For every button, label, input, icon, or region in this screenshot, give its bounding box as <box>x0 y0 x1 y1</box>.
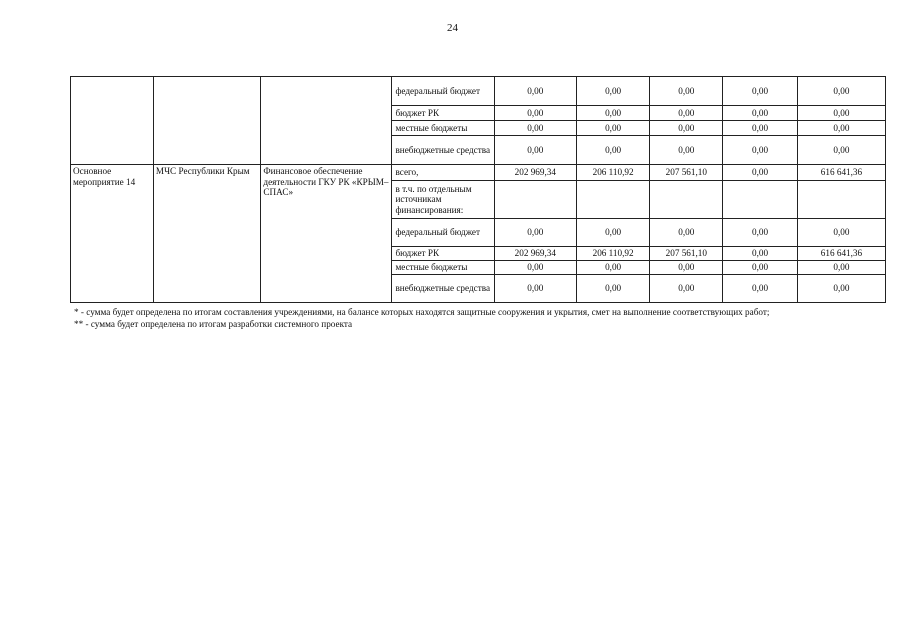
value-cell: 0,00 <box>650 261 723 275</box>
value-cell: 0,00 <box>797 261 885 275</box>
name-cell <box>261 77 392 165</box>
value-cell: 0,00 <box>650 106 723 121</box>
value-cell: 0,00 <box>723 106 798 121</box>
value-cell: 0,00 <box>494 136 576 165</box>
value-cell: 0,00 <box>494 121 576 136</box>
value-cell: 202 969,34 <box>494 247 576 261</box>
value-cell: 0,00 <box>723 136 798 165</box>
value-cell: 0,00 <box>797 275 885 303</box>
value-cell: 206 110,92 <box>576 165 650 181</box>
value-cell: 0,00 <box>576 77 650 106</box>
value-cell: 0,00 <box>723 275 798 303</box>
budget-table <box>70 76 886 303</box>
executor-cell <box>153 77 261 165</box>
value-cell: 0,00 <box>797 136 885 165</box>
value-cell: 0,00 <box>576 136 650 165</box>
value-cell: 207 561,10 <box>650 165 723 181</box>
page-number: 24 <box>447 22 458 34</box>
name-cell: Финансовое обеспечение деятельности ГКУ РК «КРЫМ–СПАС» <box>261 165 392 303</box>
source-cell: бюджет РК <box>392 247 494 261</box>
value-cell: 0,00 <box>576 106 650 121</box>
value-cell: 0,00 <box>723 219 798 247</box>
table-row <box>71 165 886 181</box>
value-cell: 0,00 <box>576 261 650 275</box>
source-cell: местные бюджеты <box>392 261 494 275</box>
value-cell: 0,00 <box>650 77 723 106</box>
value-cell: 0,00 <box>576 219 650 247</box>
footnote-2: ** - сумма будет определена по итогам разработки системного проекта <box>74 319 353 330</box>
value-cell: 0,00 <box>797 77 885 106</box>
value-cell <box>576 181 650 219</box>
source-cell: всего, <box>392 165 494 181</box>
value-cell <box>650 181 723 219</box>
value-cell: 0,00 <box>797 219 885 247</box>
value-cell: 206 110,92 <box>576 247 650 261</box>
value-cell: 616 641,36 <box>797 165 885 181</box>
source-cell: внебюджетные средства <box>392 275 494 303</box>
footnotes <box>74 306 874 331</box>
value-cell: 0,00 <box>494 106 576 121</box>
value-cell: 0,00 <box>650 219 723 247</box>
value-cell: 202 969,34 <box>494 165 576 181</box>
value-cell: 0,00 <box>494 219 576 247</box>
source-cell: внебюджетные средства <box>392 136 494 165</box>
value-cell: 0,00 <box>650 136 723 165</box>
value-cell: 0,00 <box>650 121 723 136</box>
source-cell: федеральный бюджет <box>392 219 494 247</box>
value-cell <box>494 181 576 219</box>
executor-cell: МЧС Республики Крым <box>153 165 261 303</box>
source-cell: в т.ч. по отдельным источникам финансирования: <box>392 181 494 219</box>
source-cell: федеральный бюджет <box>392 77 494 106</box>
event-cell: Основное мероприятие 14 <box>71 165 154 303</box>
value-cell: 207 561,10 <box>650 247 723 261</box>
value-cell: 0,00 <box>576 275 650 303</box>
source-cell: местные бюджеты <box>392 121 494 136</box>
value-cell <box>723 181 798 219</box>
value-cell <box>797 181 885 219</box>
value-cell: 0,00 <box>723 247 798 261</box>
value-cell: 0,00 <box>494 275 576 303</box>
value-cell: 0,00 <box>797 106 885 121</box>
value-cell: 0,00 <box>723 77 798 106</box>
value-cell: 0,00 <box>723 121 798 136</box>
event-cell <box>71 77 154 165</box>
source-cell: бюджет РК <box>392 106 494 121</box>
footnote-1: * - сумма будет определена по итогам составления учреждениями, на балансе которых находятся защитные сооружения и укрытия, смет на выполнение соответствующих работ; <box>74 307 770 317</box>
value-cell: 0,00 <box>723 261 798 275</box>
value-cell: 0,00 <box>494 77 576 106</box>
value-cell: 616 641,36 <box>797 247 885 261</box>
value-cell: 0,00 <box>494 261 576 275</box>
value-cell: 0,00 <box>723 165 798 181</box>
value-cell: 0,00 <box>797 121 885 136</box>
value-cell: 0,00 <box>576 121 650 136</box>
table-row <box>71 77 886 106</box>
value-cell: 0,00 <box>650 275 723 303</box>
